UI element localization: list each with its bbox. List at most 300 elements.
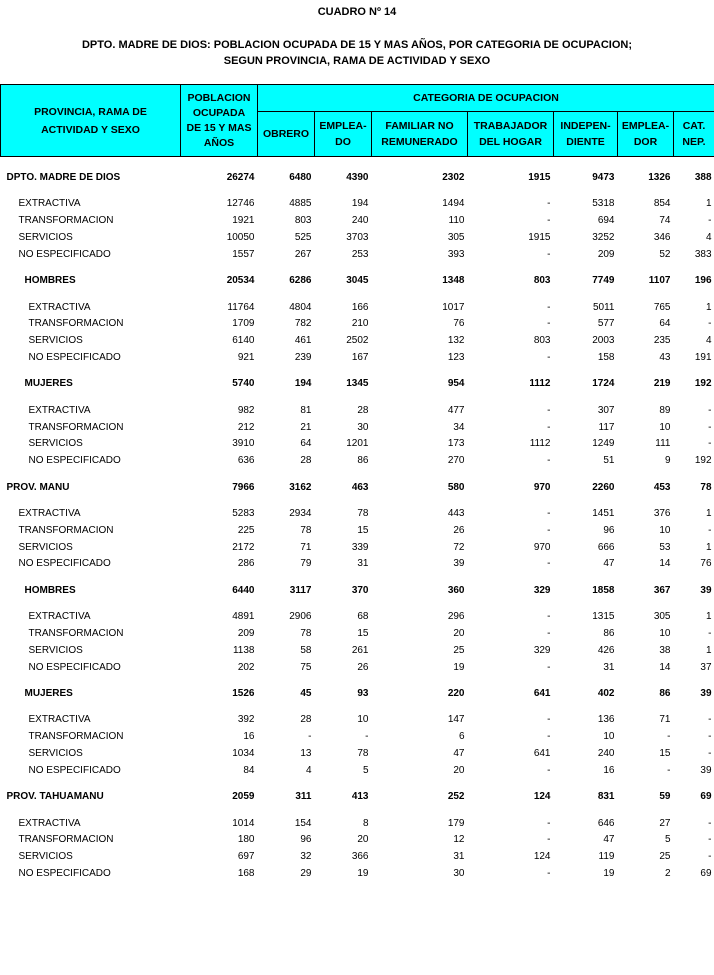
table-cell: 191 — [694, 351, 712, 363]
table-cell: 202 — [237, 661, 255, 673]
table-cell: 413 — [351, 791, 369, 803]
spacer-row — [1, 806, 714, 815]
table-cell: 26274 — [226, 172, 255, 183]
table-cell: 388 — [694, 172, 712, 183]
table-cell: 25 — [453, 644, 465, 656]
table-row — [1, 659, 714, 676]
table-cell: - — [547, 507, 551, 519]
table-cell: 19 — [453, 661, 465, 673]
spacer-row — [1, 497, 714, 506]
header-text: OCUPADA — [192, 106, 246, 119]
table-cell: 75 — [300, 661, 312, 673]
table-cell: 78 — [300, 627, 312, 639]
table-cell: 192 — [694, 378, 712, 390]
table-cell: 194 — [351, 198, 369, 210]
row-label: SERVICIOS — [18, 231, 73, 243]
table-cell: 78 — [357, 507, 369, 519]
header-provincia — [1, 85, 181, 157]
table-cell: 10 — [659, 524, 671, 536]
table-cell: - — [667, 731, 671, 743]
table-row — [1, 299, 714, 316]
table-cell: 71 — [300, 541, 312, 553]
spacer-cell — [1, 470, 714, 479]
table-cell: - — [547, 524, 551, 536]
table-cell: 111 — [655, 438, 671, 450]
row-label: EXTRACTIVA — [28, 611, 91, 623]
table-cell: 1 — [705, 644, 712, 656]
row-label: EXTRACTIVA — [18, 817, 81, 829]
table-cell: 26 — [357, 661, 369, 673]
table-cell: 117 — [598, 421, 615, 433]
table-row — [1, 522, 714, 539]
row-label: SERVICIOS — [28, 747, 83, 759]
header-text: EMPLEA- — [621, 120, 670, 132]
table-cell: 27 — [659, 817, 671, 829]
row-label: TRANSFORMACION — [28, 318, 124, 330]
table-cell: 64 — [659, 318, 671, 330]
table-cell: 37 — [700, 661, 712, 673]
table-cell: 4 — [705, 231, 712, 243]
table-cell: 240 — [597, 747, 615, 759]
table-row — [1, 539, 714, 556]
header-text: DIENTE — [566, 136, 605, 148]
header-text: DO — [335, 136, 351, 148]
table-cell: 1494 — [442, 198, 465, 210]
table-cell: 28 — [300, 714, 312, 726]
table-cell: 854 — [653, 198, 671, 210]
table-cell: 5318 — [592, 198, 615, 210]
table-cell: 3910 — [232, 438, 255, 450]
table-cell: 580 — [447, 481, 465, 493]
table-cell: 76 — [453, 318, 465, 330]
table-cell: - — [547, 404, 551, 416]
table-cell: 694 — [597, 215, 615, 227]
table-cell: - — [708, 851, 712, 863]
table-cell: 9 — [664, 455, 671, 467]
table-cell: - — [547, 764, 551, 776]
table-cell: - — [708, 817, 712, 829]
table-cell: 38 — [659, 644, 671, 656]
spacer-row — [1, 366, 714, 375]
table-cell: 4804 — [289, 301, 312, 313]
table-cell: 2302 — [442, 172, 465, 183]
table-cell: 96 — [300, 834, 312, 846]
table-row — [1, 453, 714, 470]
table-cell: 19 — [603, 867, 615, 879]
table-cell: 69 — [700, 791, 712, 803]
row-label: SERVICIOS — [18, 541, 73, 553]
table-cell: 14 — [659, 558, 671, 570]
table-cell: 72 — [453, 541, 465, 553]
table-cell: 3162 — [289, 481, 312, 493]
table-cell: 166 — [351, 301, 369, 313]
spacer-row — [1, 573, 714, 582]
row-label: PROV. MANU — [6, 481, 70, 493]
header-text: OBRERO — [262, 128, 310, 140]
header-col-trabajador — [468, 112, 554, 157]
table-cell: 1326 — [648, 172, 671, 183]
table-cell: 426 — [597, 644, 615, 656]
table-cell: 9473 — [592, 172, 615, 183]
table-cell: 982 — [237, 404, 255, 416]
table-row — [1, 815, 714, 832]
table-cell: 20 — [453, 764, 465, 776]
table-cell: 463 — [351, 481, 369, 493]
table-cell: 14 — [659, 661, 671, 673]
table-cell: 10050 — [226, 231, 255, 243]
table-cell: 69 — [700, 867, 712, 879]
table-cell: 209 — [597, 248, 615, 260]
row-label: EXTRACTIVA — [18, 507, 81, 519]
table-cell: - — [547, 421, 551, 433]
table-cell: 577 — [597, 318, 615, 330]
table-cell: 329 — [533, 644, 551, 656]
table-cell: 51 — [603, 455, 615, 467]
table-cell: 311 — [295, 791, 312, 803]
table-cell: 1112 — [529, 438, 551, 450]
row-label: EXTRACTIVA — [28, 301, 91, 313]
table-cell: 3252 — [592, 231, 615, 243]
table-cell: 2172 — [232, 541, 255, 553]
table-cell: 86 — [659, 687, 671, 699]
table-cell: 1724 — [592, 378, 615, 390]
table-cell: 5 — [664, 834, 671, 846]
table-cell: 641 — [533, 747, 551, 759]
table-cell: 1451 — [592, 507, 615, 519]
table-cell: 270 — [447, 455, 465, 467]
table-cell: 78 — [300, 524, 312, 536]
table-cell: 71 — [659, 714, 671, 726]
table-cell: 261 — [351, 644, 369, 656]
table-cell: 366 — [351, 851, 369, 863]
table-cell: 305 — [653, 611, 671, 623]
table-cell: 1709 — [232, 318, 255, 330]
table-cell: 29 — [300, 867, 312, 879]
table-cell: 19 — [357, 867, 369, 879]
row-label: TRANSFORMACION — [28, 421, 124, 433]
row-label: TRANSFORMACION — [28, 731, 124, 743]
table-cell: 10 — [659, 421, 671, 433]
row-label: NO ESPECIFICADO — [28, 661, 121, 673]
table-row — [1, 479, 714, 497]
table-cell: - — [667, 764, 671, 776]
header-col-empleador — [618, 112, 674, 157]
table-cell: 641 — [533, 687, 551, 699]
table-cell: 212 — [237, 421, 255, 433]
table-cell: 34 — [453, 421, 465, 433]
table-row — [1, 642, 714, 659]
row-label: HOMBRES — [24, 275, 76, 287]
table-cell: 220 — [447, 687, 465, 699]
table-cell: 20 — [453, 627, 465, 639]
header-text: DOR — [633, 136, 658, 148]
table-cell: 329 — [533, 584, 551, 596]
header-col-obrero — [258, 112, 315, 157]
table-cell: 16 — [603, 764, 615, 776]
table-cell: 26 — [453, 524, 465, 536]
table-row — [1, 169, 714, 187]
header-text: CAT. — [682, 120, 706, 132]
table-cell: 219 — [653, 378, 671, 390]
table-cell: 253 — [351, 248, 369, 260]
spacer-cell — [1, 600, 714, 609]
spacer-row — [1, 470, 714, 479]
table-row — [1, 712, 714, 729]
table-cell: 921 — [237, 351, 255, 363]
table-cell: 6440 — [232, 584, 255, 596]
table-cell: 39 — [700, 764, 712, 776]
table-cell: 10 — [603, 731, 615, 743]
table-row — [1, 246, 714, 263]
table-cell: 402 — [597, 687, 615, 699]
spacer-cell — [1, 157, 714, 170]
table-cell: 782 — [294, 318, 312, 330]
table-cell: 803 — [533, 335, 551, 347]
table-cell: 5011 — [592, 301, 615, 313]
table-row — [1, 375, 714, 393]
table-cell: 6 — [458, 731, 465, 743]
table-cell: 15 — [659, 747, 671, 759]
table-cell: 7966 — [232, 481, 255, 493]
table-cell: 39 — [453, 558, 465, 570]
table-cell: 453 — [653, 481, 671, 493]
table-cell: 15 — [357, 524, 369, 536]
table-cell: 4 — [305, 764, 312, 776]
header-categoria: CATEGORIA DE OCUPACION — [258, 85, 714, 112]
table-row — [1, 582, 714, 600]
table-cell: 1112 — [529, 378, 551, 390]
table-cell: 954 — [447, 378, 465, 390]
table-row — [1, 350, 714, 367]
table-cell: - — [708, 438, 712, 450]
table-cell: 64 — [300, 438, 312, 450]
table-cell: 267 — [294, 248, 312, 260]
header-text: ACTIVIDAD Y SEXO — [41, 123, 140, 136]
spacer-cell — [1, 497, 714, 506]
spacer-cell — [1, 779, 714, 788]
table-cell: 21 — [300, 421, 312, 433]
table-cell: 1107 — [648, 275, 671, 287]
table-cell: 339 — [351, 541, 369, 553]
table-cell: 2260 — [592, 481, 615, 493]
spacer-row — [1, 600, 714, 609]
table-row — [1, 556, 714, 573]
spacer-cell — [1, 290, 714, 299]
table-cell: 31 — [357, 558, 369, 570]
table-row — [1, 849, 714, 866]
table-cell: 1 — [705, 198, 712, 210]
table-row — [1, 230, 714, 247]
table-cell: 168 — [237, 867, 255, 879]
table-cell: 47 — [603, 558, 615, 570]
row-label: DPTO. MADRE DE DIOS — [6, 172, 121, 183]
table-cell: 210 — [351, 318, 369, 330]
table-cell: 1249 — [592, 438, 615, 450]
table-cell: 124 — [533, 791, 551, 803]
table-cell: - — [547, 558, 551, 570]
header-text: INDEPEN- — [560, 120, 611, 132]
table-cell: 20534 — [226, 275, 255, 287]
table-cell: 1201 — [346, 438, 369, 450]
table-cell: 192 — [694, 455, 712, 467]
table-row — [1, 832, 714, 849]
table-row — [1, 333, 714, 350]
table-cell: - — [547, 248, 551, 260]
table-cell: 209 — [237, 627, 255, 639]
table-cell: 43 — [659, 351, 671, 363]
row-label: MUJERES — [24, 378, 73, 390]
table-cell: 180 — [237, 834, 255, 846]
table-row — [1, 402, 714, 419]
table-cell: 376 — [653, 507, 671, 519]
table-cell: 31 — [603, 661, 615, 673]
table-cell: 196 — [694, 275, 712, 287]
table-cell: 370 — [351, 584, 369, 596]
table-cell: 6286 — [289, 275, 312, 287]
table-cell: 2502 — [346, 335, 369, 347]
table-cell: 10 — [357, 714, 369, 726]
table-row — [1, 196, 714, 213]
table-cell: 240 — [351, 215, 369, 227]
table-cell: - — [547, 351, 551, 363]
table-cell: - — [708, 747, 712, 759]
row-label: MUJERES — [24, 687, 73, 699]
table-cell: 136 — [597, 714, 615, 726]
row-label: EXTRACTIVA — [28, 404, 91, 416]
table-cell: 461 — [294, 335, 312, 347]
table-cell: 89 — [659, 404, 671, 416]
table-row — [1, 746, 714, 763]
spacer-cell — [1, 703, 714, 712]
table-cell: 16 — [243, 731, 255, 743]
table-row — [1, 316, 714, 333]
table-row — [1, 788, 714, 806]
table-cell: 52 — [659, 248, 671, 260]
table-cell: 10 — [659, 627, 671, 639]
spacer-cell — [1, 806, 714, 815]
table-cell: 31 — [453, 851, 465, 863]
table-cell: 81 — [300, 404, 312, 416]
table-cell: 2934 — [289, 507, 312, 519]
row-label: SERVICIOS — [28, 438, 83, 450]
table-cell: 5 — [362, 764, 369, 776]
table-cell: 3703 — [346, 231, 369, 243]
table-cell: 147 — [447, 714, 465, 726]
row-label: EXTRACTIVA — [28, 714, 91, 726]
table-cell: 1348 — [442, 275, 465, 287]
table-cell: 25 — [659, 851, 671, 863]
spacer-row — [1, 393, 714, 402]
table-cell: 4390 — [346, 172, 369, 183]
table-cell: 1315 — [592, 611, 615, 623]
table-cell: 970 — [533, 541, 551, 553]
table-cell: 86 — [357, 455, 369, 467]
table-cell: 367 — [653, 584, 671, 596]
table-cell: 235 — [653, 335, 671, 347]
table-cell: 1526 — [232, 687, 255, 699]
row-label: NO ESPECIFICADO — [28, 764, 121, 776]
row-label: SERVICIOS — [18, 851, 73, 863]
table-cell: 167 — [351, 351, 369, 363]
table-cell: - — [365, 731, 369, 743]
table-subtitle-line2: SEGUN PROVINCIA, RAMA DE ACTIVIDAD Y SEXO — [223, 55, 491, 67]
header-col-catnep — [674, 112, 714, 157]
table-cell: 124 — [533, 851, 551, 863]
table-cell: - — [547, 301, 551, 313]
data-table — [0, 84, 714, 882]
table-cell: 79 — [300, 558, 312, 570]
table-cell: 53 — [659, 541, 671, 553]
table-subtitle-line1: DPTO. MADRE DE DIOS: POBLACION OCUPADA DE 15 Y MAS AÑOS, POR CATEGORIA DE OCUPACION; — [81, 39, 633, 51]
table-cell: 225 — [237, 524, 255, 536]
row-label: TRANSFORMACION — [18, 834, 114, 846]
table-cell: 15 — [357, 627, 369, 639]
table-cell: 45 — [300, 687, 312, 699]
table-cell: 1017 — [442, 301, 465, 313]
table-cell: 1345 — [346, 378, 369, 390]
table-cell: 360 — [447, 584, 465, 596]
table-row — [1, 272, 714, 290]
table-cell: 2003 — [592, 335, 615, 347]
table-cell: 252 — [447, 791, 465, 803]
header-text: TRABAJADOR — [473, 120, 548, 132]
row-label: PROV. TAHUAMANU — [6, 791, 104, 803]
table-cell: 970 — [533, 481, 551, 493]
table-cell: 803 — [533, 275, 551, 287]
table-cell: 646 — [597, 817, 615, 829]
table-row — [1, 685, 714, 703]
spacer-row — [1, 676, 714, 685]
table-cell: - — [547, 661, 551, 673]
table-cell: 477 — [447, 404, 465, 416]
table-cell: 78 — [357, 747, 369, 759]
row-label: NO ESPECIFICADO — [28, 455, 121, 467]
spacer-cell — [1, 263, 714, 272]
table-row — [1, 762, 714, 779]
table-cell: - — [708, 627, 712, 639]
table-cell: 11764 — [227, 301, 255, 313]
header-col-familiar — [372, 112, 468, 157]
table-cell: 305 — [447, 231, 465, 243]
table-cell: 30 — [453, 867, 465, 879]
table-row — [1, 609, 714, 626]
table-cell: 78 — [700, 481, 712, 493]
table-cell: 59 — [659, 791, 671, 803]
table-cell: 4885 — [289, 198, 312, 210]
table-cell: - — [547, 611, 551, 623]
table-cell: 173 — [447, 438, 465, 450]
header-text: AÑOS — [203, 136, 235, 149]
table-cell: 1921 — [232, 215, 255, 227]
table-cell: 96 — [603, 524, 615, 536]
spacer-cell — [1, 366, 714, 375]
table-cell: - — [547, 867, 551, 879]
table-cell: 346 — [653, 231, 671, 243]
table-cell: 13 — [300, 747, 312, 759]
table-cell: 86 — [603, 627, 615, 639]
table-cell: 1915 — [528, 172, 551, 183]
table-cell: - — [308, 731, 312, 743]
table-cell: - — [708, 731, 712, 743]
table-cell: 68 — [357, 611, 369, 623]
table-cell: 39 — [700, 687, 712, 699]
table-cell: 58 — [300, 644, 312, 656]
row-label: TRANSFORMACION — [18, 524, 114, 536]
table-cell: 123 — [447, 351, 465, 363]
row-label: SERVICIOS — [28, 644, 83, 656]
table-cell: 179 — [447, 817, 465, 829]
table-cell: - — [708, 714, 712, 726]
